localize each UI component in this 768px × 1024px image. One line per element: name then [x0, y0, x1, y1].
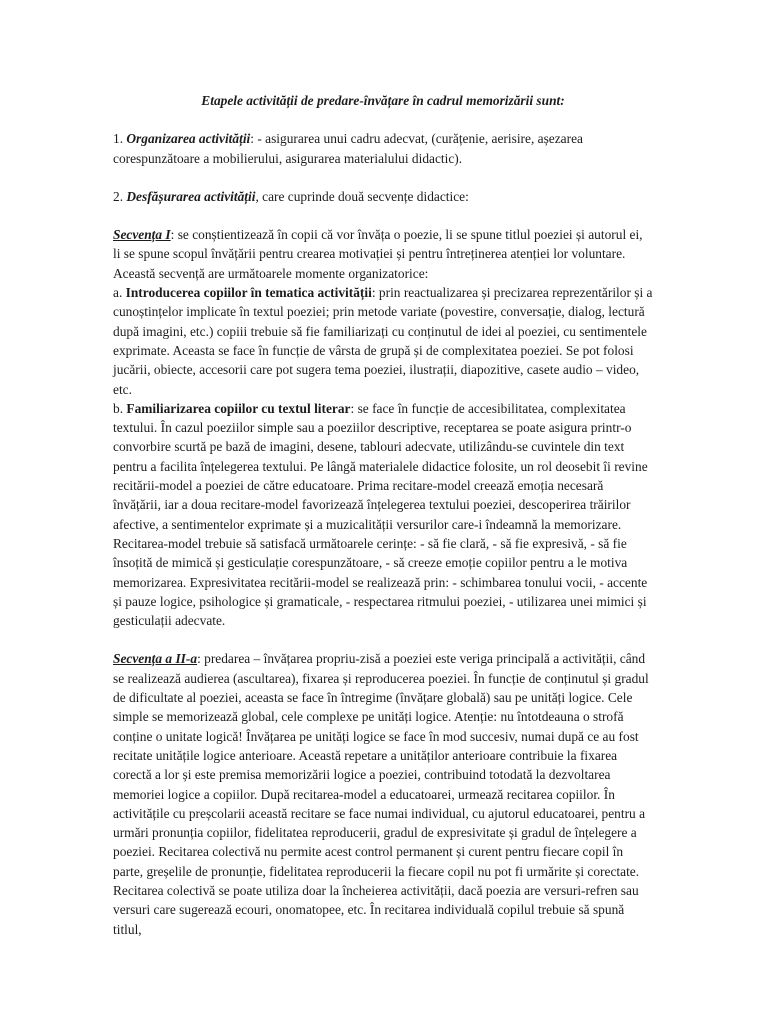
item-a-heading: Introducerea copiilor în tematica activității [125, 285, 372, 301]
sequence-1-heading: Secvența I [113, 227, 171, 243]
step-1-text: : - asigurarea unui cadru adecvat, (curățenie, aerisire, așezarea corespunzătoare a mobilierului, asigurarea materialului didactic). [113, 131, 583, 166]
step-2-paragraph [113, 187, 653, 206]
sequence-2-text: : predarea – învățarea propriu-zisă a poeziei este veriga principală a activității, când se realizează audierea (ascultarea), fixarea și reproducerea poeziei. În funcție de conținutul și gradul de dificultate al poeziei, aceasta se face în întregime (învățare globală) sau pe unități logice. Cele simple se memorizează global, cele complexe pe unități logice. Atenție: nu întotdeauna o strofă conține o unitate logică! Învățarea pe unități logice se face în mod succesiv, numai după ce au fost recitate unitățile logice anterioare. Această repetare a unităților anterioare contribuie la fixarea corectă a lor și este premisa memorizării logice a poeziei, contribuind totodată la dezvoltarea memoriei logice a copiilor. După recitarea-model a educatoarei, urmează recitarea copiilor. În activitățile cu preșcolarii această recitare se face numai individual, cu ajutorul educatoarei, pentru a urmări pronunția copiilor, fidelitatea reproducerii, gradul de expresivitate și gradul de înțelegere a poeziei. Recitarea colectivă nu permite acest control permanent și curent pentru fiecare copil în parte, greșelile de pronunție, fidelitatea reproducerii la fiecare copil nu pot fi urmărite și corectate. Recitarea colectivă se poate utiliza doar la încheierea activității, dacă poezia are versuri-refren sau versuri care sugerează ecouri, onomatopee, etc. În recitarea individuală copilul trebuie să spună titlul, [113, 651, 649, 937]
item-a-label: a. [113, 285, 126, 301]
document-page [113, 91, 653, 939]
sequence-2-paragraph [113, 649, 653, 938]
step-2-number: 2. [113, 188, 127, 204]
item-b-heading: Familiarizarea copiilor cu textul literar [126, 400, 351, 416]
step-2-heading: Desfășurarea activității [126, 188, 256, 204]
step-1-heading: Organizarea activității [126, 131, 251, 147]
item-b-text: : se face în funcție de accesibilitatea, complexitatea textului. În cazul poeziilor simple sau a poeziilor descriptive, receptarea se poate asigura printr-o convorbire scurtă pe bază de imagini, desene, tablouri adecvate, utilizându-se cuvintele din text pentru a facilita înțelegerea textului. Pe lângă materialele didactice folosite, un rol deosebit îi revine recitării-model a poeziei de către educatoare. Prima recitare-model creează emoția necesară învățării, iar a doua recitare-model favorizează înțelegerea textului poeziei, descoperirea trăirilor afective, a sentimentelor exprimate și a muzicalității versurilor care-i îndeamnă la memorizare. Recitarea-model trebuie să satisfacă următoarele cerințe: - să fie clară, - să fie expresivă, - să fie însoțită de mimică și gesticulație corespunzătoare, - să creeze emoție copiilor pentru a le motiva memorizarea. Expresivitatea recitării-model se realizează prin: - schimbarea tonului vocii, - accente și pauze logice, psihologice și gramaticale, - respectarea ritmului poeziei, - utilizarea unei mimici și gesticulații adecvate. [113, 400, 648, 629]
sequence-1-paragraph [113, 225, 653, 630]
document-title: Etapele activității de predare-învățare în cadrul memorizării sunt: [201, 93, 565, 108]
sequence-2-heading: Secvența a II-a [113, 651, 198, 667]
item-b-label: b. [113, 400, 127, 416]
spacer [113, 630, 653, 649]
step-1-paragraph [113, 129, 653, 168]
sequence-1-intro: : se conștientizează în copii că vor învăța o poezie, li se spune titlul poeziei și autorul ei, li se spune scopul învățării pentru crearea motivației și pentru întreținerea atenției lor voluntare. Această secvență are următoarele momente organizatorice: [113, 227, 643, 281]
spacer [113, 168, 653, 187]
item-a-text: : prin reactualizarea și precizarea reprezentărilor și a cunoștințelor implicate în textul poeziei; prin metode variate (povestire, conversație, dialog, lectură după imagini, etc.) copiii trebuie să fie familiarizați cu conținutul de idei al poeziei, cu sentimentele exprimate. Aceasta se face în funcție de vârsta de grupă și de complexitatea poeziei. Se pot folosi jucării, obiecte, accesorii care pot sugera tema poeziei, ilustrații, diapozitive, casete audio – video, etc. [113, 285, 653, 397]
step-2-text: , care cuprinde două secvențe didactice: [255, 188, 469, 204]
step-1-number: 1. [113, 131, 127, 147]
spacer [113, 206, 653, 225]
